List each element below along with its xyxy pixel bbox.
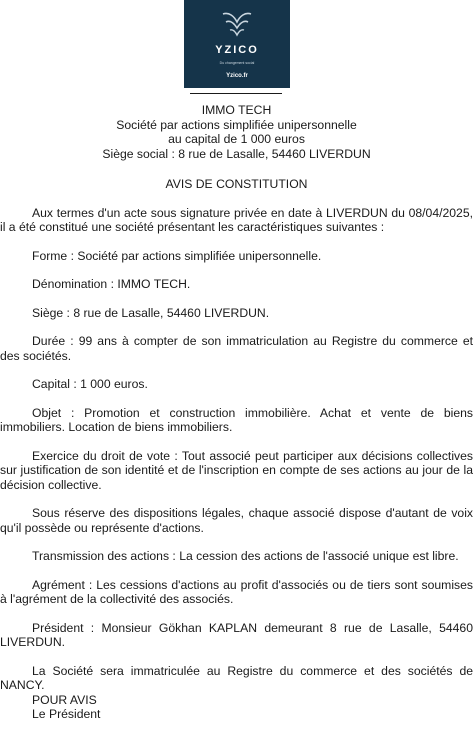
paragraph-approval: Agrément : Les cessions d'actions au profit d'associés ou de tiers sont soumises à l'agrément de la collectivité des associés. (0, 577, 473, 606)
brand-mark-icon (219, 8, 255, 42)
notice-title: AVIS DE CONSTITUTION (165, 177, 308, 191)
signature-line-2: Le Président (32, 707, 101, 721)
paragraph-form: Forme : Société par actions simplifiée unipersonnelle. (32, 248, 322, 263)
paragraph-seat: Siège : 8 rue de Lasalle, 54460 LIVERDUN. (32, 305, 270, 320)
signature-line-1: POUR AVIS (32, 692, 97, 707)
registered-office: Siège social : 8 rue de Lasalle, 54460 LIVERDUN (102, 146, 371, 161)
legal-form: Société par actions simplifiée unipersonnelle (116, 117, 357, 132)
header-divider (190, 93, 282, 94)
brand-tagline: Du changement social (219, 61, 255, 65)
paragraph-intro: Aux termes d'un acte sous signature privée en date à LIVERDUN du 08/04/2025, il a été constitué une société présentant les caractéristiques suivantes : (0, 205, 473, 234)
paragraph-name: Dénomination : IMMO TECH. (32, 277, 191, 291)
share-capital: au capital de 1 000 euros (168, 132, 305, 146)
paragraph-capital: Capital : 1 000 euros. (32, 377, 148, 391)
paragraph-president: Président : Monsieur Gökhan KAPLAN demeurant 8 rue de Lasalle, 54460 LIVERDUN. (0, 620, 473, 649)
paragraph-voting: Exercice du droit de vote : Tout associé peut participer aux décisions collectives sur justification de son identité et de l'inscription en compte de ses actions au jour de la décision collective. (0, 448, 473, 492)
company-name: IMMO TECH (201, 103, 272, 117)
paragraph-duration: Durée : 99 ans à compter de son immatriculation au Registre du commerce et des sociétés. (0, 334, 473, 363)
brand-logo (184, 0, 290, 88)
paragraph-votes: Sous réserve des dispositions légales, chaque associé dispose d'autant de voix qu'il possède ou représente d'actions. (0, 506, 473, 535)
paragraph-purpose: Objet : Promotion et construction immobilière. Achat et vente de biens immobiliers. Location de biens immobiliers. (0, 405, 473, 434)
brand-url: Yzico.fr (226, 73, 248, 79)
paragraph-transfer: Transmission des actions : La cession des actions de l'associé unique est libre. (32, 549, 459, 563)
legal-notice (0, 103, 473, 722)
brand-name: YZICO (215, 44, 259, 56)
paragraph-registration: La Société sera immatriculée au Registre du commerce et des sociétés de NANCY. (0, 663, 473, 692)
